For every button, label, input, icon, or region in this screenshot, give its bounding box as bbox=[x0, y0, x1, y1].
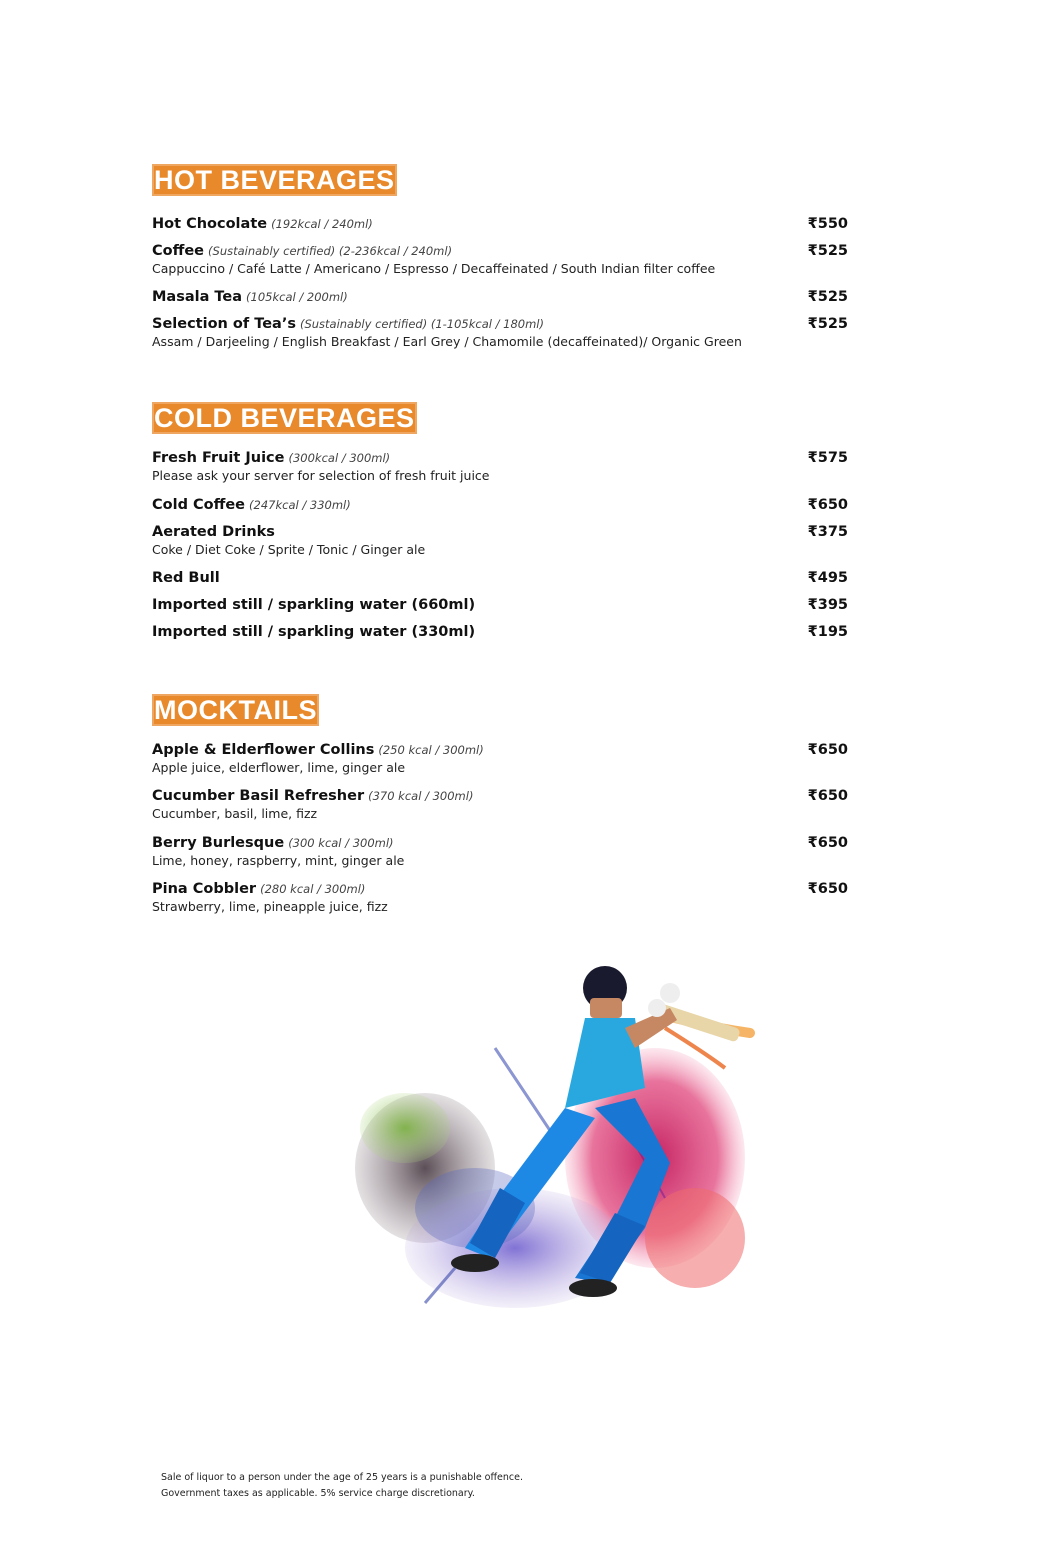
footer-disclaimer bbox=[161, 1470, 523, 1502]
item-description: Assam / Darjeeling / English Breakfast / Earl Grey / Chamomile (decaffeinated)/ Organic Green bbox=[152, 334, 742, 349]
item-description: Coke / Diet Coke / Sprite / Tonic / Ginger ale bbox=[152, 542, 426, 557]
item-meta: (Sustainably certified) (2-236kcal / 240ml) bbox=[208, 244, 453, 258]
item-name: Pina Cobbler bbox=[152, 881, 257, 897]
section-title-hot-beverages bbox=[152, 164, 397, 196]
item-name: Selection of Tea’s bbox=[152, 316, 296, 332]
footer-line-taxes: Government taxes as applicable. 5% service charge discretionary. bbox=[161, 1488, 475, 1499]
menu-item-berry-burlesque bbox=[152, 832, 848, 868]
item-price: ₹195 bbox=[807, 624, 848, 640]
item-name: Imported still / sparkling water (660ml) bbox=[152, 597, 476, 613]
item-name: Aerated Drinks bbox=[152, 524, 275, 540]
item-price: ₹575 bbox=[807, 450, 848, 466]
menu-item-masala-tea bbox=[152, 286, 848, 306]
item-meta: (Sustainably certified) (1-105kcal / 180ml) bbox=[299, 317, 544, 331]
section-title-label: COLD BEVERAGES bbox=[154, 403, 415, 433]
menu-item-selection-of-teas bbox=[152, 313, 848, 349]
item-meta: (300 kcal / 300ml) bbox=[288, 836, 394, 850]
item-price: ₹550 bbox=[807, 216, 848, 232]
item-name: Fresh Fruit Juice bbox=[152, 450, 285, 466]
item-meta: (300kcal / 300ml) bbox=[288, 451, 391, 465]
item-price: ₹650 bbox=[807, 881, 848, 897]
menu-item-cucumber-basil-refresher bbox=[152, 785, 848, 821]
item-description: Strawberry, lime, pineapple juice, fizz bbox=[152, 899, 388, 914]
menu-item-apple-elderflower-collins bbox=[152, 739, 848, 775]
item-name: Masala Tea bbox=[152, 289, 243, 305]
section-title-mocktails bbox=[152, 694, 319, 726]
section-title-label: HOT BEVERAGES bbox=[154, 165, 395, 195]
item-meta: (280 kcal / 300ml) bbox=[260, 882, 366, 896]
section-title-label: MOCKTAILS bbox=[154, 695, 317, 725]
item-name: Coffee bbox=[152, 243, 205, 259]
item-description: Cucumber, basil, lime, fizz bbox=[152, 806, 318, 821]
item-meta: (105kcal / 200ml) bbox=[246, 290, 348, 304]
item-name: Berry Burlesque bbox=[152, 835, 285, 851]
item-name: Cold Coffee bbox=[152, 497, 246, 513]
item-price: ₹525 bbox=[807, 316, 848, 332]
item-meta: (370 kcal / 300ml) bbox=[368, 789, 474, 803]
item-name: Hot Chocolate bbox=[152, 216, 268, 232]
menu-item-cold-coffee bbox=[152, 494, 848, 514]
menu-item-coffee bbox=[152, 240, 848, 276]
menu-item-red-bull bbox=[152, 567, 848, 587]
menu-item-imported-water-660 bbox=[152, 594, 848, 614]
item-name: Apple & Elderflower Collins bbox=[152, 742, 375, 758]
item-price: ₹525 bbox=[807, 243, 848, 259]
item-price: ₹395 bbox=[807, 597, 848, 613]
section-title-cold-beverages bbox=[152, 402, 417, 434]
menu-item-hot-chocolate bbox=[152, 213, 848, 233]
item-price: ₹650 bbox=[807, 835, 848, 851]
menu-item-imported-water-330 bbox=[152, 621, 848, 641]
item-meta: (250 kcal / 300ml) bbox=[378, 743, 484, 757]
cricket-batsman-splash-icon bbox=[315, 958, 760, 1330]
item-meta: (247kcal / 330ml) bbox=[249, 498, 351, 512]
item-description: Apple juice, elderflower, lime, ginger ale bbox=[152, 760, 406, 775]
item-price: ₹650 bbox=[807, 497, 848, 513]
footer-line-liquor: Sale of liquor to a person under the age of 25 years is a punishable offence. bbox=[161, 1472, 523, 1483]
item-description: Lime, honey, raspberry, mint, ginger ale bbox=[152, 853, 405, 868]
item-meta: (192kcal / 240ml) bbox=[271, 217, 373, 231]
item-name: Cucumber Basil Refresher bbox=[152, 788, 365, 804]
menu-item-fresh-fruit-juice bbox=[152, 447, 848, 483]
item-name: Imported still / sparkling water (330ml) bbox=[152, 624, 476, 640]
item-price: ₹650 bbox=[807, 742, 848, 758]
item-price: ₹375 bbox=[807, 524, 848, 540]
menu-item-pina-cobbler bbox=[152, 878, 848, 914]
item-price: ₹525 bbox=[807, 289, 848, 305]
item-name: Red Bull bbox=[152, 570, 220, 586]
menu-item-aerated-drinks bbox=[152, 521, 848, 557]
item-description: Please ask your server for selection of fresh fruit juice bbox=[152, 468, 490, 483]
item-price: ₹650 bbox=[807, 788, 848, 804]
item-description: Cappuccino / Café Latte / Americano / Espresso / Decaffeinated / South Indian filter coffee bbox=[152, 261, 716, 276]
item-price: ₹495 bbox=[807, 570, 848, 586]
